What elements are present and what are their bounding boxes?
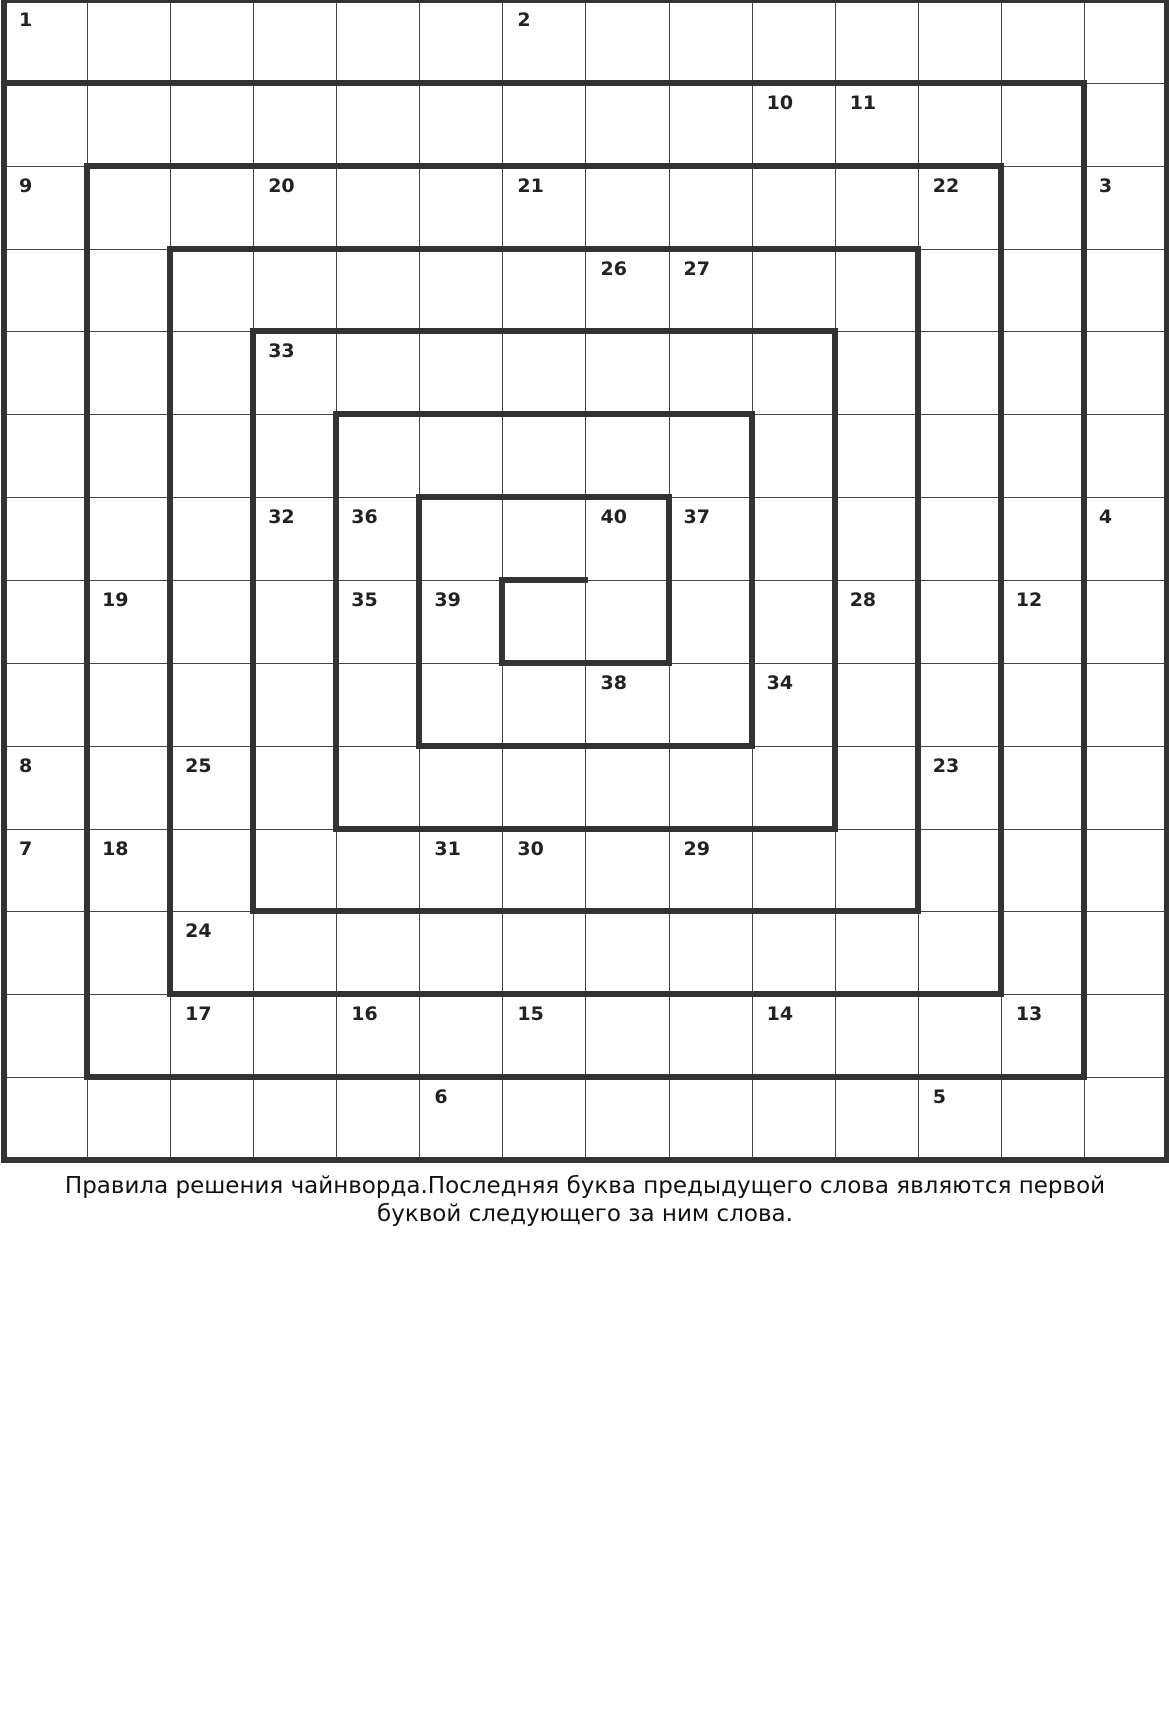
clue-number: 38 [600,671,627,694]
rules-text [30,1172,1140,1228]
grid-cell[interactable] [835,497,919,581]
grid-cell[interactable] [669,166,753,250]
grid-cell[interactable] [669,994,753,1078]
grid-cell[interactable] [1084,829,1168,913]
grid-cell[interactable] [170,414,254,498]
grid-cell[interactable] [752,911,836,995]
grid-cell[interactable] [1001,166,1085,250]
grid-cell[interactable] [502,249,586,333]
grid-cell[interactable] [253,166,337,250]
grid-cell[interactable] [918,166,1002,250]
grid-cell[interactable] [752,249,836,333]
grid-cell[interactable] [918,331,1002,415]
grid-cell[interactable] [918,746,1002,830]
grid-cell[interactable] [336,0,420,84]
grid-cell[interactable] [669,497,753,581]
grid-cell[interactable] [87,580,171,664]
clue-number: 28 [849,589,877,612]
clue-number: 40 [600,506,627,529]
grid-cell[interactable] [4,166,88,250]
grid-cell[interactable] [752,1077,836,1161]
clue-number: 10 [766,91,794,114]
grid-cell[interactable] [835,1077,919,1161]
clue-number: 30 [517,837,544,860]
grid-cell[interactable] [918,497,1002,581]
grid-cell[interactable] [4,746,88,830]
grid-cell[interactable] [336,663,420,747]
grid-cell[interactable] [253,414,337,498]
clue-number: 23 [932,754,960,777]
grid-cell[interactable] [1001,1077,1085,1161]
grid-cell[interactable] [419,83,503,167]
grid-cell[interactable] [4,580,88,664]
grid-cell[interactable] [1084,911,1168,995]
grid-cell[interactable] [419,249,503,333]
grid-cell[interactable] [253,1077,337,1161]
grid-cell[interactable] [1001,746,1085,830]
clue-number: 15 [517,1003,544,1026]
grid-cell[interactable] [419,166,503,250]
grid-cell[interactable] [585,414,669,498]
grid-cell[interactable] [419,911,503,995]
spiral-wall [1081,80,1087,1080]
spiral-wall [998,163,1004,998]
grid-cell[interactable] [419,331,503,415]
clue-number: 22 [932,174,960,197]
clue-number: 13 [1015,1003,1043,1026]
grid-cell[interactable] [87,83,171,167]
clue-number: 37 [683,506,710,529]
spiral-wall [84,163,90,1080]
grid-cell[interactable] [4,994,88,1078]
grid-cell[interactable] [752,331,836,415]
grid-cell[interactable] [752,0,836,84]
grid-cell[interactable] [419,994,503,1078]
grid-cell[interactable] [336,580,420,664]
grid-cell[interactable] [1001,829,1085,913]
grid-cell[interactable] [170,994,254,1078]
grid-cell[interactable] [1084,166,1168,250]
spiral-wall [416,494,422,749]
grid-cell[interactable] [585,663,669,747]
grid-cell[interactable] [835,911,919,995]
grid-cell[interactable] [170,0,254,84]
grid-cell[interactable] [752,497,836,581]
grid-cell[interactable] [253,83,337,167]
spiral-wall [1,0,1169,3]
grid-cell[interactable] [170,746,254,830]
clue-number: 26 [600,257,627,280]
grid-cell[interactable] [419,1077,503,1161]
spiral-wall [250,328,837,334]
grid-cell[interactable] [170,331,254,415]
grid-cell[interactable] [253,0,337,84]
grid-cell[interactable] [585,746,669,830]
grid-cell[interactable] [669,249,753,333]
grid-cell[interactable] [1001,0,1085,84]
grid-cell[interactable] [336,249,420,333]
spiral-wall [499,577,505,666]
clue-number: 34 [766,671,794,694]
grid-cell[interactable] [87,663,171,747]
grid-cell[interactable] [502,580,586,664]
grid-cell[interactable] [4,249,88,333]
grid-cell[interactable] [87,1077,171,1161]
grid-cell[interactable] [419,414,503,498]
clue-number: 24 [185,920,212,943]
grid-cell[interactable] [1001,911,1085,995]
grid-cell[interactable] [4,414,88,498]
clue-number: 14 [766,1003,794,1026]
grid-cell[interactable] [170,911,254,995]
grid-cell[interactable] [253,746,337,830]
grid-cell[interactable] [1001,497,1085,581]
spiral-wall [1,0,7,1163]
grid-cell[interactable] [253,580,337,664]
grid-cell[interactable] [419,580,503,664]
grid-cell[interactable] [918,994,1002,1078]
grid-cell[interactable] [87,911,171,995]
grid-cell[interactable] [419,0,503,84]
grid-cell[interactable] [4,1077,88,1161]
grid-cell[interactable] [87,746,171,830]
grid-cell[interactable] [835,746,919,830]
grid-cell[interactable] [1084,83,1168,167]
grid-cell[interactable] [835,331,919,415]
clue-number: 32 [268,506,295,529]
clue-number: 31 [434,837,461,860]
rules-line-1: Правила решения чайнворда.Последняя буква предыдущего слова являются первой [64,1173,1106,1199]
grid-cell[interactable] [170,663,254,747]
grid-cell[interactable] [1084,746,1168,830]
grid-cell[interactable] [170,83,254,167]
grid-cell[interactable] [253,829,337,913]
grid-cell[interactable] [1084,1077,1168,1161]
spiral-wall [167,246,921,252]
grid-cell[interactable] [502,414,586,498]
grid-cell[interactable] [1084,0,1168,84]
grid-cell[interactable] [502,746,586,830]
clue-number: 36 [351,506,378,529]
grid-cell[interactable] [502,663,586,747]
grid-cell[interactable] [835,829,919,913]
grid-cell[interactable] [87,0,171,84]
grid-cell[interactable] [1001,83,1085,167]
spiral-wall [250,908,921,914]
grid-cell[interactable] [1001,414,1085,498]
clue-number: 29 [683,837,710,860]
grid-cell[interactable] [4,83,88,167]
grid-cell[interactable] [170,580,254,664]
grid-cell[interactable] [419,829,503,913]
grid-cell[interactable] [585,1077,669,1161]
clue-number: 9 [19,174,33,197]
grid-cell[interactable] [1001,663,1085,747]
grid-cell[interactable] [585,580,669,664]
clue-number: 25 [185,754,212,777]
grid-cell[interactable] [4,829,88,913]
spiral-wall [250,328,256,914]
grid-cell[interactable] [585,911,669,995]
clue-number: 2 [517,9,531,31]
clue-number: 8 [19,754,33,777]
grid-cell[interactable] [502,829,586,913]
spiral-wall [499,577,588,583]
grid-cell[interactable] [419,663,503,747]
spiral-wall [84,1074,1087,1080]
grid-cell[interactable] [253,497,337,581]
grid-cell[interactable] [835,166,919,250]
grid-cell[interactable] [669,331,753,415]
grid-cell[interactable] [918,663,1002,747]
grid-cell[interactable] [87,994,171,1078]
spiral-wall [333,411,754,417]
grid-cell[interactable] [170,166,254,250]
grid-cell[interactable] [4,497,88,581]
clue-number: 18 [102,837,129,860]
grid-cell[interactable] [669,0,753,84]
grid-cell[interactable] [1084,994,1168,1078]
grid-cell[interactable] [336,83,420,167]
clue-number: 21 [517,174,544,197]
grid-cell[interactable] [87,166,171,250]
spiral-wall [416,494,671,500]
clue-number: 4 [1098,506,1113,529]
grid-cell[interactable] [502,1077,586,1161]
grid-cell[interactable] [918,0,1002,84]
grid-cell[interactable] [752,994,836,1078]
grid-cell[interactable] [336,1077,420,1161]
grid-cell[interactable] [4,663,88,747]
grid-cell[interactable] [87,331,171,415]
grid-cell[interactable] [918,580,1002,664]
grid-cell[interactable] [253,663,337,747]
spiral-wall [915,246,921,915]
grid-cell[interactable] [502,911,586,995]
clue-number: 27 [683,257,710,280]
clue-number: 1 [19,9,33,31]
grid-cell[interactable] [669,83,753,167]
grid-cell[interactable] [1084,414,1168,498]
rules-line-2: буквой следующего за ним слова. [377,1201,793,1227]
grid-cell[interactable] [835,994,919,1078]
grid-cell[interactable] [752,663,836,747]
grid-cell[interactable] [835,249,919,333]
grid-cell[interactable] [752,83,836,167]
grid-cell[interactable] [502,497,586,581]
chainword-grid [4,0,1168,1160]
spiral-wall [1164,0,1169,1163]
clue-number: 39 [434,589,461,612]
grid-cell[interactable] [585,83,669,167]
grid-cell[interactable] [835,414,919,498]
clue-number: 12 [1015,589,1043,612]
grid-cell[interactable] [752,829,836,913]
spiral-wall [666,494,672,666]
grid-cell[interactable] [253,994,337,1078]
grid-cell[interactable] [170,497,254,581]
grid-cell[interactable] [170,829,254,913]
grid-cell[interactable] [87,414,171,498]
spiral-wall [1,80,1087,86]
grid-cell[interactable] [336,414,420,498]
grid-cell[interactable] [502,83,586,167]
spiral-wall [749,411,755,748]
grid-cell[interactable] [918,414,1002,498]
grid-cell[interactable] [669,829,753,913]
spiral-wall [333,411,339,831]
grid-cell[interactable] [253,911,337,995]
grid-cell[interactable] [87,249,171,333]
grid-cell[interactable] [835,663,919,747]
clue-number: 7 [19,837,33,860]
clue-number: 19 [102,589,129,612]
spiral-wall [416,743,754,749]
spiral-wall [333,826,837,832]
grid-cell[interactable] [835,0,919,84]
grid-cell[interactable] [669,746,753,830]
clue-number: 6 [434,1086,448,1109]
grid-cell[interactable] [918,1077,1002,1161]
grid-cell[interactable] [502,994,586,1078]
spiral-wall [832,328,838,831]
grid-cell[interactable] [585,497,669,581]
grid-cell[interactable] [336,166,420,250]
grid-cell[interactable] [502,0,586,84]
grid-cell[interactable] [4,331,88,415]
grid-cell[interactable] [87,829,171,913]
grid-cell[interactable] [752,166,836,250]
grid-cell[interactable] [253,331,337,415]
grid-cell[interactable] [752,414,836,498]
grid-cell[interactable] [752,746,836,830]
grid-cell[interactable] [585,829,669,913]
grid-cell[interactable] [752,580,836,664]
spiral-wall [167,246,173,998]
grid-cell[interactable] [336,331,420,415]
grid-cell[interactable] [336,994,420,1078]
clue-number: 16 [351,1003,378,1026]
grid-cell[interactable] [336,829,420,913]
grid-cell[interactable] [835,580,919,664]
grid-cell[interactable] [585,994,669,1078]
grid-cell[interactable] [585,0,669,84]
grid-cell[interactable] [669,911,753,995]
grid-cell[interactable] [502,331,586,415]
grid-cell[interactable] [669,1077,753,1161]
grid-cell[interactable] [585,331,669,415]
grid-cell[interactable] [336,911,420,995]
grid-cell[interactable] [253,249,337,333]
grid-cell[interactable] [1001,249,1085,333]
grid-cell[interactable] [336,497,420,581]
grid-cell[interactable] [170,249,254,333]
grid-cell[interactable] [1084,663,1168,747]
grid-cell[interactable] [585,166,669,250]
clue-number: 33 [268,340,295,363]
grid-cell[interactable] [669,580,753,664]
clue-number: 20 [268,174,295,197]
grid-cell[interactable] [1084,497,1168,581]
clue-number: 3 [1098,174,1113,197]
clue-number: 11 [849,91,877,114]
clue-number: 35 [351,589,378,612]
grid-cell[interactable] [419,497,503,581]
grid-cell[interactable] [4,911,88,995]
grid-cell[interactable] [419,746,503,830]
grid-cell[interactable] [1001,331,1085,415]
grid-cell[interactable] [4,0,88,84]
grid-cell[interactable] [336,746,420,830]
grid-cell[interactable] [1084,580,1168,664]
spiral-wall [84,163,1004,169]
grid-cell[interactable] [918,829,1002,913]
spiral-wall [1,1157,1169,1163]
grid-cell[interactable] [1001,580,1085,664]
grid-cell[interactable] [87,497,171,581]
grid-cell[interactable] [918,83,1002,167]
clue-number: 5 [932,1086,946,1109]
grid-cell[interactable] [585,249,669,333]
grid-cell[interactable] [669,663,753,747]
grid-cell[interactable] [1001,994,1085,1078]
grid-cell[interactable] [835,83,919,167]
grid-cell[interactable] [669,414,753,498]
grid-cell[interactable] [170,1077,254,1161]
grid-cell[interactable] [1084,331,1168,415]
clue-number: 17 [185,1003,212,1026]
grid-cell[interactable] [918,911,1002,995]
grid-cell[interactable] [1084,249,1168,333]
grid-cell[interactable] [502,166,586,250]
grid-cell[interactable] [918,249,1002,333]
spiral-wall [499,660,671,666]
spiral-wall [167,991,1004,997]
